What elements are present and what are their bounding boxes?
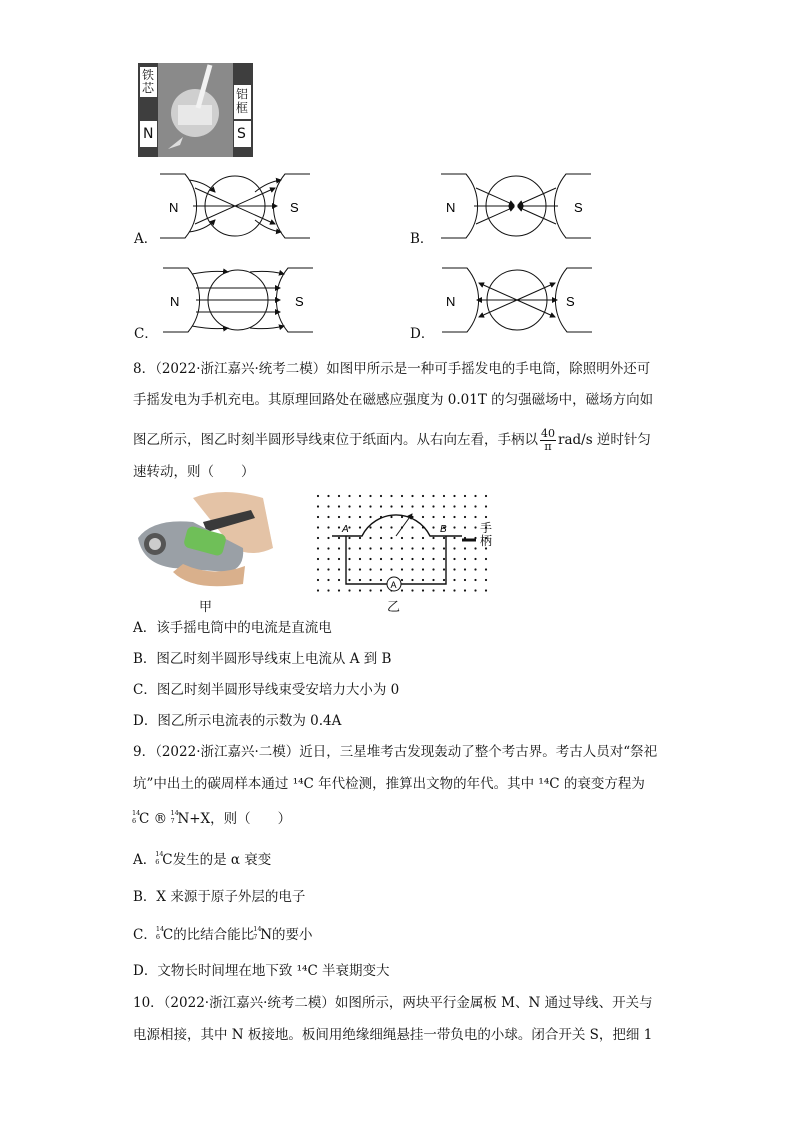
field-dot [453, 547, 455, 549]
field-dot [327, 579, 329, 581]
north-pole-label: N [143, 126, 154, 142]
field-dot [422, 558, 424, 560]
q9-option-b: B．X 来源于原子外层的电子 [133, 889, 306, 905]
field-dot [327, 505, 329, 507]
aluminum-frame-label: 铝框 [236, 87, 249, 115]
field-dot [359, 558, 361, 560]
field-dot [485, 516, 487, 518]
field-dot [359, 589, 361, 591]
field-diagram-c [158, 262, 318, 340]
field-dot [432, 537, 434, 539]
field-dot [432, 547, 434, 549]
field-dot [348, 516, 350, 518]
q8-option-a: A．该手摇电筒中的电流是直流电 [133, 620, 332, 636]
q8-option-b: B．图乙时刻半圆形导线束上电流从 A 到 B [133, 651, 392, 667]
field-dot [443, 558, 445, 560]
field-dot [338, 516, 340, 518]
field-dot [390, 568, 392, 570]
q8-line-3-b: rad/s 逆时针匀 [558, 432, 651, 448]
meter-photo [138, 63, 253, 157]
field-dot [327, 516, 329, 518]
field-dot [348, 505, 350, 507]
field-dot [443, 589, 445, 591]
point-b-label: B [440, 524, 447, 535]
field-dot [432, 579, 434, 581]
field-dot [390, 537, 392, 539]
field-dot [317, 505, 319, 507]
field-dot [359, 526, 361, 528]
field-dot [422, 516, 424, 518]
field-dot [317, 568, 319, 570]
q10-line-2: 电源相接，其中 N 板接地。板间用绝缘细绳悬挂一带负电的小球。闭合开关 S，把细 1 [133, 1027, 653, 1043]
q8-line-3 [133, 428, 651, 453]
option-d-s: S [566, 294, 575, 309]
field-dot [443, 579, 445, 581]
field-dot [380, 558, 382, 560]
field-dot [453, 589, 455, 591]
option-c-letter: C． [134, 326, 158, 342]
field-dot [411, 558, 413, 560]
field-dot [317, 579, 319, 581]
field-dot [317, 526, 319, 528]
field-dot [432, 495, 434, 497]
field-dot [422, 579, 424, 581]
field-dot [380, 495, 382, 497]
field-dot [348, 579, 350, 581]
field-dot [380, 589, 382, 591]
field-dot [317, 589, 319, 591]
field-dot [443, 568, 445, 570]
field-dot [338, 568, 340, 570]
field-dot [338, 579, 340, 581]
field-dot [338, 558, 340, 560]
field-dot [474, 526, 476, 528]
q9-option-d: D．文物长时间埋在地下致 ¹⁴C 半衰期变大 [133, 963, 390, 979]
field-dot [464, 568, 466, 570]
field-dot [317, 516, 319, 518]
q8-option-d: D．图乙所示电流表的示数为 0.4A [133, 713, 342, 729]
field-dot [464, 558, 466, 560]
field-dot [380, 568, 382, 570]
field-dot [317, 537, 319, 539]
field-dot [464, 516, 466, 518]
field-dot [390, 505, 392, 507]
field-dot [401, 568, 403, 570]
field-dot [432, 516, 434, 518]
field-dot [338, 537, 340, 539]
field-dot [411, 505, 413, 507]
field-dot [338, 505, 340, 507]
handle-label: 手柄 [480, 521, 493, 548]
field-dot [380, 547, 382, 549]
field-dot [443, 547, 445, 549]
field-dot [485, 589, 487, 591]
field-dot [369, 537, 371, 539]
field-dot [422, 568, 424, 570]
field-dot [474, 547, 476, 549]
south-pole-label: S [237, 126, 246, 142]
field-diagram-b [436, 168, 596, 246]
field-dot [485, 568, 487, 570]
figure-jia-caption: 甲 [199, 600, 213, 615]
field-dot [453, 495, 455, 497]
q8-line-4: 速转动，则（ ） [133, 464, 255, 480]
option-d-n: N [446, 294, 456, 309]
field-dot [348, 537, 350, 539]
field-dot [401, 547, 403, 549]
q8-option-c: C．图乙时刻半圆形导线束受安培力大小为 0 [133, 682, 400, 698]
field-dot [411, 537, 413, 539]
q8-line-3-a: 图乙所示，图乙时刻半圆形导线束位于纸面内。从右向左看，手柄以 [133, 432, 538, 448]
field-dot [474, 589, 476, 591]
option-a-letter: A． [134, 231, 158, 247]
field-dot [411, 526, 413, 528]
field-dot [474, 579, 476, 581]
field-dot [380, 505, 382, 507]
field-dot [359, 537, 361, 539]
flashlight-photo [133, 488, 276, 592]
field-dot [327, 568, 329, 570]
field-dot [380, 579, 382, 581]
field-dot [380, 537, 382, 539]
field-dot [474, 568, 476, 570]
nuclide-n14: 14 7 N [170, 809, 190, 827]
field-dot [359, 495, 361, 497]
field-dot [327, 495, 329, 497]
field-dot [443, 495, 445, 497]
field-dot [401, 505, 403, 507]
field-dot [348, 495, 350, 497]
field-dot [453, 526, 455, 528]
field-dot [338, 495, 340, 497]
option-c-n: N [170, 294, 180, 309]
q9-option-a: A． 14 6 C发生的是 α 衰变 [133, 850, 272, 868]
point-a-label: A [342, 524, 349, 535]
q8-frac-den: π [544, 440, 552, 453]
field-dot [422, 589, 424, 591]
field-dot [432, 568, 434, 570]
q8-frac-num: 40 [541, 427, 555, 440]
magnetic-field-dots [317, 495, 487, 592]
field-dot [422, 495, 424, 497]
field-dot [359, 547, 361, 549]
field-dot [348, 547, 350, 549]
field-dot [359, 505, 361, 507]
field-dot [411, 547, 413, 549]
field-diagram-d [437, 262, 597, 340]
field-dot [348, 526, 350, 528]
field-dot [390, 495, 392, 497]
field-dot [317, 558, 319, 560]
field-dot [348, 589, 350, 591]
field-dot [432, 589, 434, 591]
q8-line-2: 手摇发电为手机充电。其原理回路处在磁感应强度为 0.01T 的匀强磁场中，磁场方向如 [133, 392, 654, 408]
field-dot [369, 558, 371, 560]
field-dot [380, 526, 382, 528]
field-dot [327, 589, 329, 591]
field-dot [443, 537, 445, 539]
field-dot [464, 505, 466, 507]
field-dot [453, 516, 455, 518]
field-dot [422, 505, 424, 507]
field-dot [485, 505, 487, 507]
option-b-letter: B． [410, 231, 434, 247]
field-dot [474, 495, 476, 497]
field-dot [317, 495, 319, 497]
option-d-letter: D． [410, 326, 435, 342]
field-dot [327, 547, 329, 549]
q9-option-c: C． 14 6 C的比结合能比 14 7 N的要小 [133, 925, 313, 943]
field-dot [401, 589, 403, 591]
q9-equation: 14 6 C ® 14 7 N+X，则（ ） [132, 809, 292, 827]
field-dot [411, 579, 413, 581]
field-dot [443, 516, 445, 518]
field-dot [474, 558, 476, 560]
field-dot [348, 568, 350, 570]
option-c-s: S [295, 294, 304, 309]
field-dot [327, 558, 329, 560]
field-dot [359, 516, 361, 518]
field-dot [369, 547, 371, 549]
field-dot [390, 516, 392, 518]
q10-line-1: 10．（2022·浙江嘉兴·统考二模）如图所示，两块平行金属板 M、N 通过导线、开关与 [133, 995, 653, 1011]
field-dot [453, 568, 455, 570]
option-b-n: N [446, 200, 456, 215]
field-diagram-a [155, 168, 315, 246]
field-dot [338, 547, 340, 549]
field-dot [485, 558, 487, 560]
ammeter-label: A [390, 580, 397, 590]
field-dot [348, 558, 350, 560]
option-a-n: N [169, 200, 179, 215]
field-dot [390, 558, 392, 560]
field-dot [369, 579, 371, 581]
field-dot [411, 568, 413, 570]
field-dot [317, 547, 319, 549]
field-dot [327, 526, 329, 528]
circuit-diagram [312, 490, 498, 600]
iron-core-label: 铁芯 [142, 68, 155, 95]
q8-angular-speed-fraction [540, 428, 556, 453]
field-dot [464, 526, 466, 528]
field-dot [369, 526, 371, 528]
field-dot [359, 568, 361, 570]
field-dot [369, 495, 371, 497]
field-dot [401, 495, 403, 497]
q9-line-2: 坑”中出土的碳周样本通过 ¹⁴C 年代检测，推算出文物的年代。其中 ¹⁴C 的衰变方程为 [133, 776, 645, 792]
field-dot [443, 505, 445, 507]
field-dot [411, 495, 413, 497]
field-dot [464, 495, 466, 497]
field-dot [432, 526, 434, 528]
option-b-s: S [574, 200, 583, 215]
field-dot [359, 579, 361, 581]
option-a-s: S [290, 200, 299, 215]
field-dot [369, 505, 371, 507]
field-dot [485, 495, 487, 497]
field-dot [474, 516, 476, 518]
nuclide-c14: 14 6 C [132, 809, 150, 827]
field-dot [369, 589, 371, 591]
field-dot [453, 579, 455, 581]
field-dot [432, 505, 434, 507]
field-dot [401, 558, 403, 560]
field-dot [453, 505, 455, 507]
field-dot [422, 547, 424, 549]
q8-line-1: 8．（2022·浙江嘉兴·统考二模）如图甲所示是一种可手摇发电的手电筒，除照明外还可 [133, 361, 651, 377]
field-dot [485, 579, 487, 581]
field-dot [401, 579, 403, 581]
field-dot [464, 547, 466, 549]
field-dot [432, 558, 434, 560]
field-dot [464, 589, 466, 591]
field-dot [338, 526, 340, 528]
field-dot [401, 537, 403, 539]
field-dot [453, 558, 455, 560]
field-dot [390, 547, 392, 549]
field-dot [453, 537, 455, 539]
field-dot [369, 516, 371, 518]
field-dot [464, 579, 466, 581]
field-dot [369, 568, 371, 570]
field-dot [338, 589, 340, 591]
q9-line-1: 9．（2022·浙江嘉兴·二模）近日，三星堆考古发现轰动了整个考古界。考古人员对“祭祀 [133, 744, 658, 760]
decay-arrow: ® [153, 811, 168, 827]
field-dot [327, 537, 329, 539]
field-dot [390, 526, 392, 528]
field-dot [422, 537, 424, 539]
field-dot [411, 589, 413, 591]
figure-yi-caption: 乙 [387, 600, 401, 615]
field-dot [474, 505, 476, 507]
